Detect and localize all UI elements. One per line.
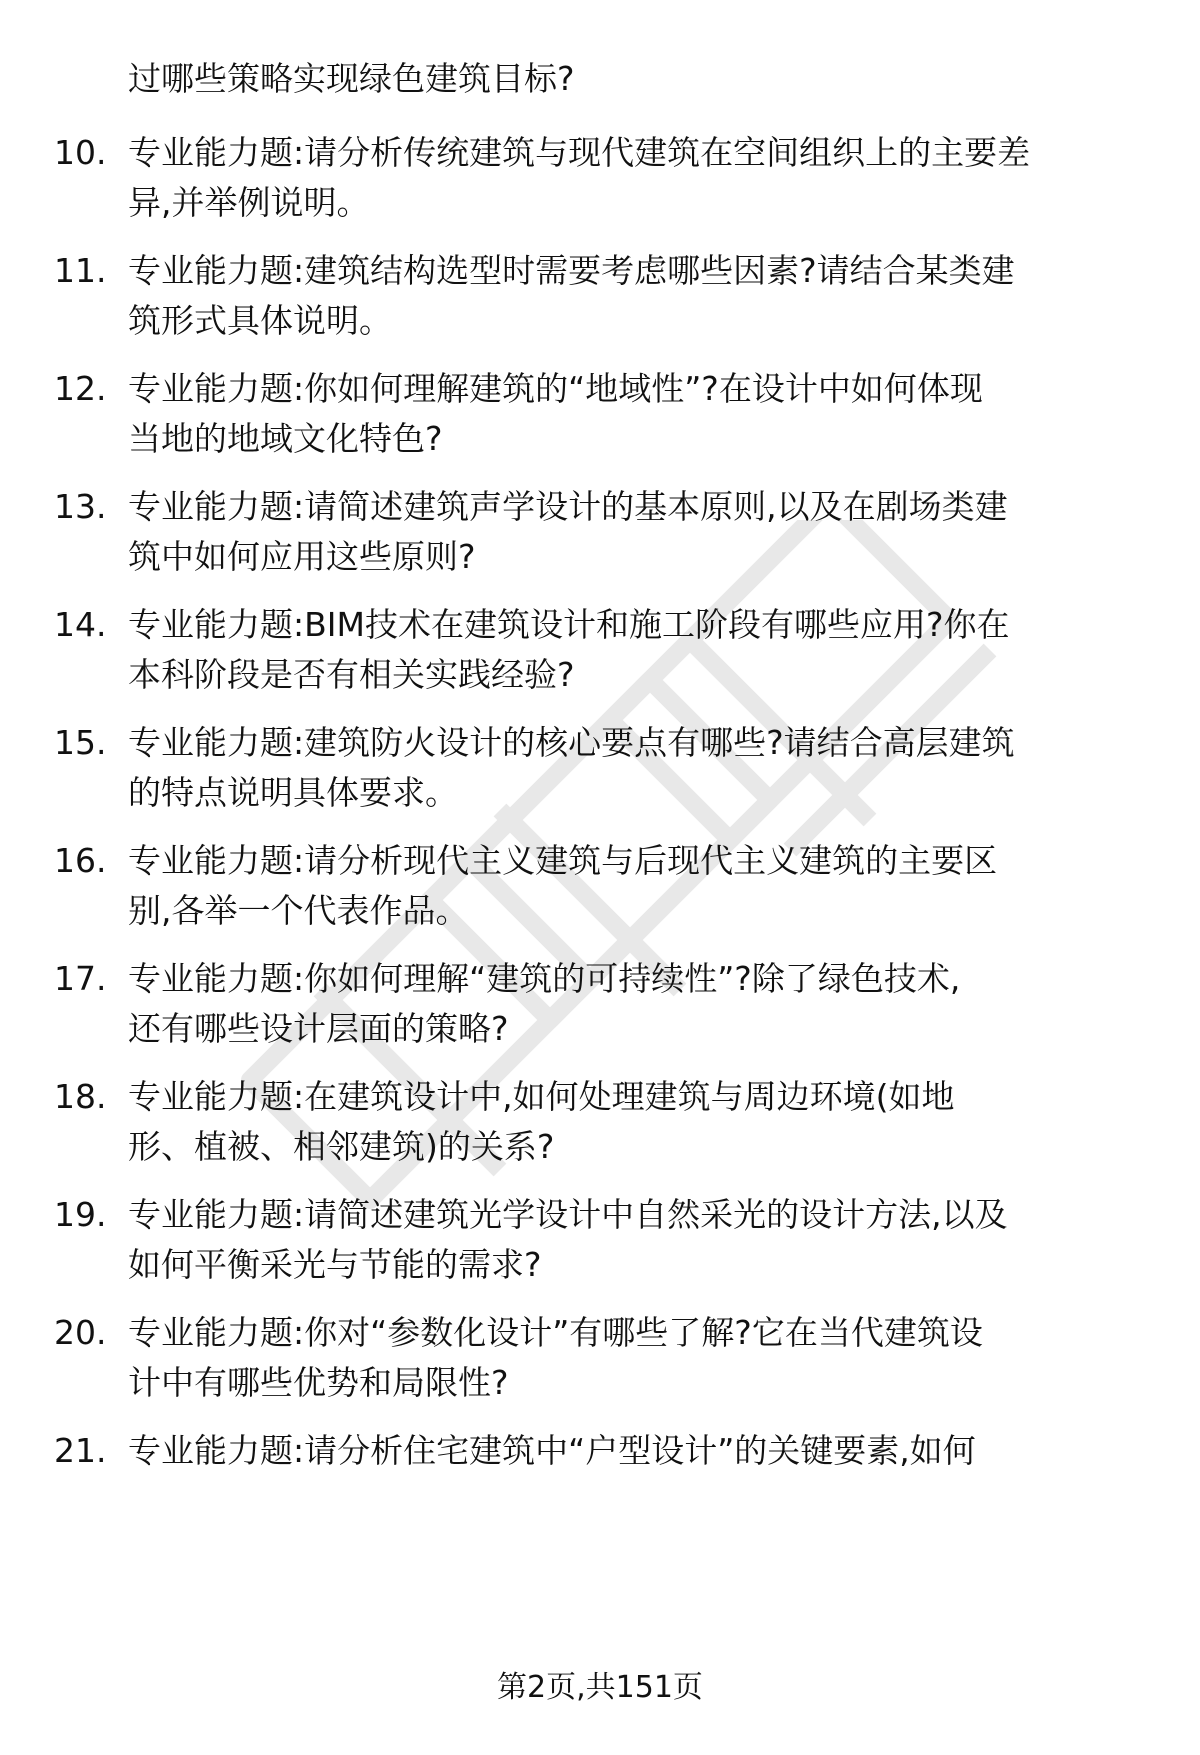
question-text [128,954,1138,1054]
question-line: 专业能力题:请分析住宅建筑中“户型设计”的关键要素,如何 [128,1431,976,1470]
question-text [128,128,1138,228]
question-number: 13. [54,487,107,526]
question-number: 12. [54,369,107,408]
question-text [128,1072,1138,1172]
question-text [128,1190,1138,1290]
question-number: 16. [54,841,107,880]
question-line: 的特点说明具体要求。 [128,773,458,812]
question-number: 19. [54,1195,107,1234]
question-line: 别,各举一个代表作品。 [128,891,469,930]
question-line: 本科阶段是否有相关实践经验? [128,655,575,694]
question-number: 17. [54,959,107,998]
question-line: 专业能力题:BIM技术在建筑设计和施工阶段有哪些应用?你在 [128,605,1010,644]
question-number: 10. [54,133,107,172]
question-text [128,1308,1138,1408]
question-line: 专业能力题:你如何理解建筑的“地域性”?在设计中如何体现 [128,369,983,408]
question-line: 还有哪些设计层面的策略? [128,1009,509,1048]
question-text [128,364,1138,464]
question-number: 11. [54,251,107,290]
question-number: 18. [54,1077,107,1116]
question-line: 筑形式具体说明。 [128,301,392,340]
question-number: 15. [54,723,107,762]
question-line: 专业能力题:你如何理解“建筑的可持续性”?除了绿色技术, [128,959,961,998]
question-text [128,718,1138,818]
question-line: 如何平衡采光与节能的需求? [128,1245,542,1284]
question-line: 专业能力题:请简述建筑声学设计的基本原则,以及在剧场类建 [128,487,1008,526]
question-line: 专业能力题:请分析传统建筑与现代建筑在空间组织上的主要差 [128,133,1031,172]
question-text [128,836,1138,936]
question-text [128,1426,1138,1476]
question-line: 当地的地域文化特色? [128,419,443,458]
page-footer: 第2页,共151页 [497,1670,703,1705]
continuation-line: 过哪些策略实现绿色建筑目标? [128,59,575,98]
question-line: 异,并举例说明。 [128,183,370,222]
question-number: 14. [54,605,107,644]
question-number: 20. [54,1313,107,1352]
question-line: 专业能力题:在建筑设计中,如何处理建筑与周边环境(如地 [128,1077,955,1116]
question-text [128,482,1138,582]
question-line: 形、植被、相邻建筑)的关系? [128,1127,555,1166]
question-line: 筑中如何应用这些原则? [128,537,476,576]
question-number: 21. [54,1431,107,1470]
question-line: 专业能力题:请简述建筑光学设计中自然采光的设计方法,以及 [128,1195,1008,1234]
question-line: 专业能力题:你对“参数化设计”有哪些了解?它在当代建筑设 [128,1313,983,1352]
question-line: 计中有哪些优势和局限性? [128,1363,509,1402]
question-line: 专业能力题:建筑结构选型时需要考虑哪些因素?请结合某类建 [128,251,1015,290]
question-text [128,600,1138,700]
question-text [128,246,1138,346]
question-line: 专业能力题:请分析现代主义建筑与后现代主义建筑的主要区 [128,841,998,880]
question-line: 专业能力题:建筑防火设计的核心要点有哪些?请结合高层建筑 [128,723,1015,762]
